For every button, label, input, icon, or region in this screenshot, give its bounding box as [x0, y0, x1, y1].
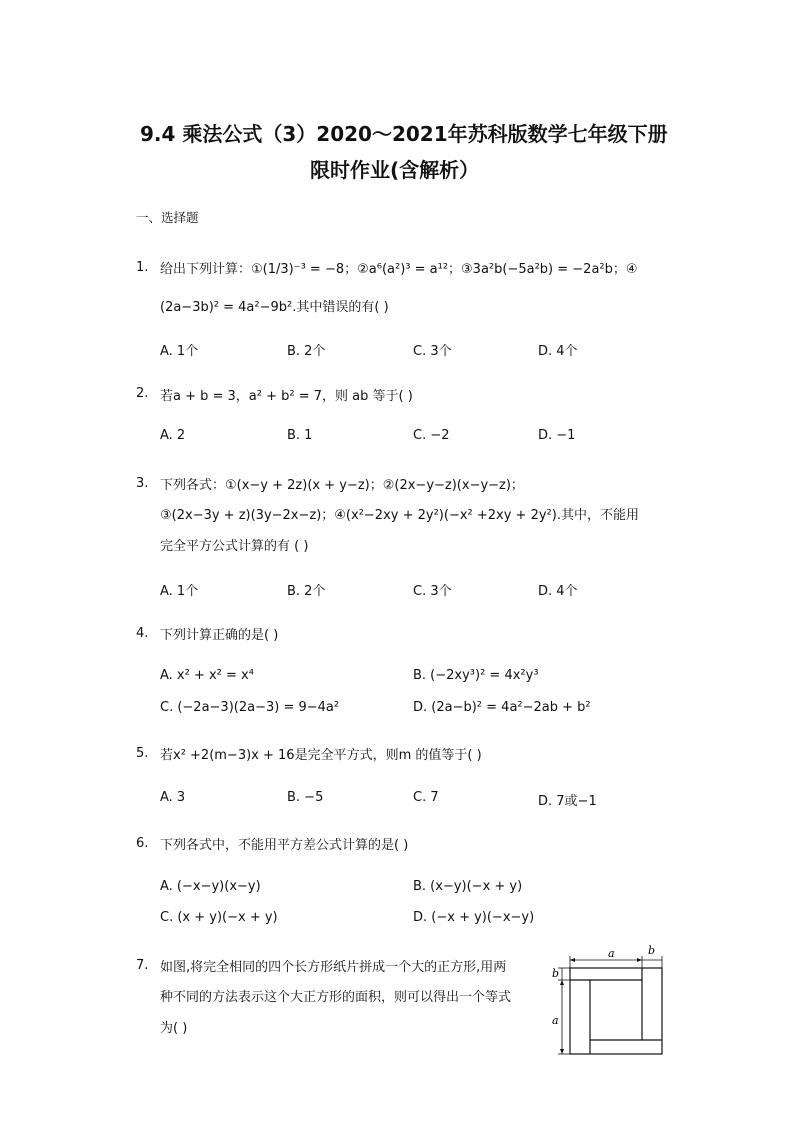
dimension-label-a-left: a: [552, 1014, 559, 1027]
dimension-label-a-top: a: [608, 947, 615, 960]
option-a: A. 1个: [160, 344, 199, 359]
question-number: 2.: [136, 386, 149, 401]
question-1-line-2: (2a−3b)² = 4a²−9b².其中错误的有( ): [160, 300, 389, 315]
option-a: A. (−x−y)(x−y): [160, 879, 261, 894]
question-number: 1.: [136, 260, 149, 275]
question-number: 6.: [136, 836, 149, 851]
square-figure: [548, 940, 668, 1060]
document-title-line-2: 限时作业(含解析）: [310, 158, 480, 182]
option-a: A. 1个: [160, 584, 199, 599]
dimension-label-b-left: b: [552, 967, 560, 980]
option-d: D. 4个: [538, 344, 578, 359]
option-c: C. 7: [413, 790, 439, 805]
option-a: A. 2: [160, 428, 186, 443]
question-1-line-1: 给出下列计算：①(1/3)⁻³ = −8；②a⁶(a²)³ = a¹²；③3a²b(−5a²b) = −2a²b；④: [160, 262, 638, 277]
option-c: C. (x + y)(−x + y): [160, 910, 278, 925]
question-7-line-2: 种不同的方法表示这个大正方形的面积，则可以得出一个等式: [160, 990, 512, 1005]
option-c: C. (−2a−3)(2a−3) = 9−4a²: [160, 700, 340, 715]
option-d: D. −1: [538, 428, 576, 443]
question-7-line-3: 为( ): [160, 1021, 188, 1036]
question-3-line-1: 下列各式：①(x−y + 2z)(x + y−z)；②(2x−y−z)(x−y−z)；: [160, 478, 524, 493]
question-number: 3.: [136, 476, 149, 491]
question-number: 4.: [136, 626, 149, 641]
question-3-line-3: 完全平方公式计算的有 ( ): [160, 539, 309, 554]
section-heading: 一、选择题: [136, 210, 199, 225]
question-5-line-1: 若x² +2(m−3)x + 16是完全平方式，则m 的值等于( ): [160, 748, 482, 763]
question-4-line-1: 下列计算正确的是( ): [160, 628, 279, 643]
question-number: 5.: [136, 746, 149, 761]
option-b: B. 2个: [287, 344, 326, 359]
document-title-line-1: 9.4 乘法公式（3）2020～2021年苏科版数学七年级下册: [140, 122, 668, 146]
option-c: C. −2: [413, 428, 450, 443]
question-number: 7.: [136, 958, 149, 973]
question-7-line-1: 如图,将完全相同的四个长方形纸片拼成一个大的正方形,用两: [160, 960, 507, 975]
dimension-label-b-top: b: [648, 944, 656, 957]
option-b: B. (−2xy³)² = 4x²y³: [413, 668, 539, 683]
option-c: C. 3个: [413, 584, 452, 599]
option-d: D. (−x + y)(−x−y): [413, 910, 535, 925]
option-b: B. (x−y)(−x + y): [413, 879, 523, 894]
option-d: D. 4个: [538, 584, 578, 599]
option-d: D. (2a−b)² = 4a²−2ab + b²: [413, 700, 591, 715]
option-c: C. 3个: [413, 344, 452, 359]
option-b: B. 2个: [287, 584, 326, 599]
question-3-line-2: ③(2x−3y + z)(3y−2x−z)；④(x²−2xy + 2y²)(−x² +2xy + 2y²).其中，不能用: [160, 508, 639, 523]
question-2-line-1: 若a + b = 3，a² + b² = 7，则 ab 等于( ): [160, 389, 413, 404]
option-d: D. 7或−1: [538, 794, 597, 809]
option-b: B. −5: [287, 790, 324, 805]
option-a: A. x² + x² = x⁴: [160, 668, 254, 683]
question-6-line-1: 下列各式中，不能用平方差公式计算的是( ): [160, 838, 409, 853]
option-b: B. 1: [287, 428, 313, 443]
option-a: A. 3: [160, 790, 186, 805]
